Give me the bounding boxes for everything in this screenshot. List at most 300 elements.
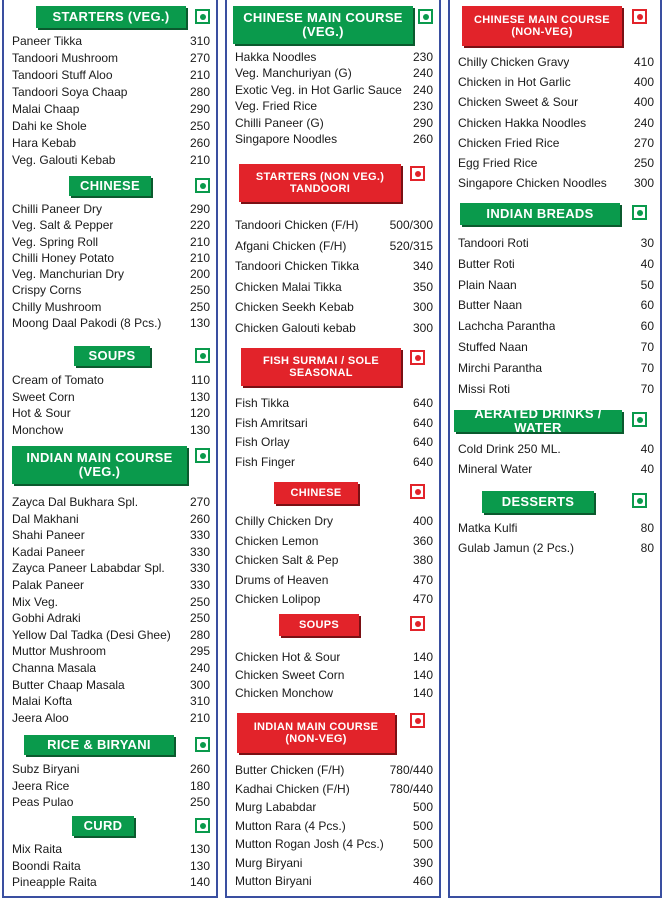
menu-item <box>235 83 433 99</box>
menu-item <box>458 55 654 75</box>
item-price: 470 <box>412 592 433 606</box>
menu-item <box>12 711 210 728</box>
item-name: Chilly Mushroom <box>12 299 102 314</box>
item-name: Hakka Noodles <box>235 50 317 64</box>
section-title: CURD <box>72 816 134 836</box>
item-price: 250 <box>189 594 210 609</box>
veg-symbol-icon <box>195 818 210 833</box>
menu-column-3 <box>448 0 662 898</box>
menu-item <box>235 874 433 893</box>
veg-symbol-icon <box>195 9 210 24</box>
item-price: 310 <box>189 694 210 709</box>
item-price: 300 <box>189 677 210 692</box>
veg-symbol-icon <box>195 737 210 752</box>
menu-item-list <box>458 442 654 481</box>
menu-item <box>235 99 433 115</box>
non-veg-symbol-icon <box>632 9 647 24</box>
menu-item <box>458 298 654 319</box>
non-veg-symbol-icon <box>410 350 425 365</box>
menu-item <box>458 257 654 278</box>
item-price: 220 <box>189 218 210 233</box>
veg-symbol-icon <box>632 493 647 508</box>
menu-item <box>235 50 433 66</box>
menu-item <box>12 283 210 299</box>
item-price: 300 <box>412 300 433 314</box>
item-price: 410 <box>633 55 654 69</box>
item-name: Paneer Tikka <box>12 34 83 48</box>
menu-item <box>458 75 654 95</box>
menu-item-list <box>235 218 433 341</box>
menu-item <box>12 875 210 892</box>
item-price: 240 <box>412 82 433 97</box>
item-price: 60 <box>640 319 654 334</box>
item-price: 80 <box>640 521 654 535</box>
menu-item <box>12 545 210 562</box>
item-price: 40 <box>640 461 654 476</box>
item-price: 70 <box>640 339 654 354</box>
non-veg-symbol-icon <box>410 713 425 728</box>
menu-item <box>458 95 654 115</box>
item-price: 250 <box>189 611 210 626</box>
item-price: 330 <box>189 544 210 559</box>
item-name: Tandoori Stuff Aloo <box>12 68 113 82</box>
menu-item <box>12 153 210 170</box>
item-price: 290 <box>189 202 210 216</box>
item-name: Butter Chicken (F/H) <box>235 763 345 777</box>
item-name: Mutton Rogan Josh (4 Pcs.) <box>235 837 384 851</box>
item-name: Channa Masala <box>12 660 97 675</box>
item-price: 210 <box>189 250 210 265</box>
menu-item <box>12 644 210 661</box>
item-price: 500/300 <box>389 218 433 232</box>
item-name: Exotic Veg. in Hot Garlic Sauce <box>235 82 402 97</box>
item-price: 470 <box>412 572 433 587</box>
section-title: SOUPS <box>74 346 150 366</box>
menu-item <box>12 300 210 316</box>
section-title: AERATED DRINKS / WATER <box>454 410 622 432</box>
menu-item <box>12 595 210 612</box>
item-price: 250 <box>633 155 654 170</box>
item-name: Zayca Paneer Lababdar Spl. <box>12 561 165 576</box>
menu-item <box>458 462 654 482</box>
item-price: 280 <box>189 627 210 642</box>
item-name: Singapore Noodles <box>235 131 338 146</box>
item-name: Sweet Corn <box>12 389 75 404</box>
menu-item <box>235 218 433 239</box>
menu-item <box>235 300 433 321</box>
item-price: 230 <box>412 99 433 114</box>
item-price: 260 <box>412 131 433 146</box>
menu-item <box>12 406 210 423</box>
item-name: Malai Kofta <box>12 694 73 709</box>
item-name: Jeera Aloo <box>12 710 69 725</box>
menu-item <box>458 541 654 561</box>
item-price: 390 <box>412 855 433 870</box>
item-name: Chicken Malai Tikka <box>235 279 342 294</box>
non-veg-symbol-icon <box>410 166 425 181</box>
menu-item <box>458 361 654 382</box>
menu-item <box>12 611 210 628</box>
item-name: Pineapple Raita <box>12 875 97 889</box>
menu-item <box>12 495 210 512</box>
item-price: 500 <box>412 818 433 833</box>
menu-item <box>12 628 210 645</box>
item-price: 270 <box>189 495 210 509</box>
item-price: 250 <box>189 119 210 133</box>
item-price: 80 <box>640 541 654 555</box>
item-name: Fish Orlay <box>235 435 290 449</box>
item-name: Chicken Galouti kebab <box>235 320 356 335</box>
item-name: Tandoori Chicken (F/H) <box>235 218 359 232</box>
section-title: DESSERTS <box>482 491 594 513</box>
menu-item <box>12 694 210 711</box>
item-name: Stuffed Naan <box>458 339 528 354</box>
item-price: 350 <box>412 279 433 294</box>
item-price: 210 <box>189 153 210 167</box>
item-name: Fish Finger <box>235 454 296 469</box>
section-title: CHINESE <box>274 482 358 504</box>
menu-item-list <box>12 373 210 439</box>
menu-item <box>235 668 433 686</box>
menu-item <box>235 455 433 475</box>
section-title: CHINESE MAIN COURSE (NON-VEG) <box>462 6 622 46</box>
item-price: 400 <box>633 95 654 110</box>
menu-item <box>12 85 210 102</box>
item-price: 460 <box>412 874 433 888</box>
item-name: Crispy Corns <box>12 283 82 298</box>
item-name: Mix Raita <box>12 842 63 856</box>
section-title: STARTERS (NON VEG.) TANDOORI <box>239 164 401 202</box>
item-name: Chicken in Hot Garlic <box>458 75 571 90</box>
item-name: Butter Naan <box>458 298 523 313</box>
veg-symbol-icon <box>195 178 210 193</box>
item-price: 40 <box>640 442 654 456</box>
item-price: 210 <box>189 68 210 82</box>
item-name: Plain Naan <box>458 277 517 292</box>
menu-item <box>12 68 210 85</box>
menu-item <box>235 837 433 856</box>
item-name: Veg. Manchurian Dry <box>12 267 125 282</box>
menu-item <box>458 442 654 462</box>
item-price: 240 <box>412 66 433 81</box>
menu-item <box>12 218 210 234</box>
item-name: Chicken Monchow <box>235 685 334 700</box>
item-name: Fish Amritsari <box>235 415 308 430</box>
menu-item-list <box>458 521 654 561</box>
item-price: 260 <box>189 136 210 150</box>
item-name: Chicken Lemon <box>235 533 319 548</box>
menu-item <box>235 763 433 782</box>
menu-item <box>12 136 210 153</box>
item-name: Veg. Fried Rice <box>235 99 318 114</box>
item-name: Cream of Tomato <box>12 373 104 387</box>
menu-item <box>12 34 210 51</box>
item-name: Tandoori Soya Chaap <box>12 85 128 99</box>
item-name: Chilli Paneer Dry <box>12 202 103 216</box>
item-name: Kadai Paneer <box>12 544 85 559</box>
section-title: CHINESE MAIN COURSE (VEG.) <box>233 6 413 44</box>
item-price: 70 <box>640 360 654 375</box>
menu-item <box>235 280 433 301</box>
menu-item-list <box>235 514 433 612</box>
veg-symbol-icon <box>195 448 210 463</box>
item-name: Chilli Paneer (G) <box>235 115 324 130</box>
item-name: Gulab Jamun (2 Pcs.) <box>458 541 575 555</box>
item-price: 240 <box>189 660 210 675</box>
item-price: 130 <box>189 316 210 331</box>
menu-item <box>458 116 654 136</box>
item-name: Chicken Lolipop <box>235 592 321 606</box>
item-name: Chicken Sweet Corn <box>235 667 345 682</box>
menu-item <box>458 236 654 257</box>
item-price: 360 <box>412 533 433 548</box>
menu-item <box>235 573 433 593</box>
item-price: 130 <box>189 389 210 404</box>
menu-item-list <box>12 202 210 332</box>
item-price: 110 <box>190 373 210 387</box>
menu-item <box>235 132 433 148</box>
item-name: Jeera Rice <box>12 778 70 793</box>
item-price: 290 <box>189 102 210 116</box>
menu-item <box>235 686 433 704</box>
item-name: Kadhai Chicken (F/H) <box>235 781 350 796</box>
item-name: Mix Veg. <box>12 594 59 609</box>
menu-item <box>12 779 210 796</box>
menu-item <box>12 390 210 407</box>
veg-symbol-icon <box>195 348 210 363</box>
item-name: Mineral Water <box>458 461 533 476</box>
item-price: 640 <box>412 435 433 449</box>
section-title: CHINESE <box>69 176 151 196</box>
item-price: 230 <box>412 50 433 64</box>
menu-column-2 <box>225 0 441 898</box>
menu-item <box>458 278 654 299</box>
menu-item <box>235 514 433 534</box>
item-name: Chilly Chicken Dry <box>235 514 334 528</box>
menu-item <box>235 800 433 819</box>
item-name: Singapore Chicken Noodles <box>458 176 607 191</box>
item-price: 140 <box>412 667 433 682</box>
menu-item <box>12 512 210 529</box>
menu-item <box>12 528 210 545</box>
item-name: Tandoori Mushroom <box>12 51 119 65</box>
item-price: 200 <box>189 267 210 282</box>
menu-item <box>12 842 210 859</box>
item-name: Chicken Seekh Kebab <box>235 300 354 314</box>
item-name: Chilli Honey Potato <box>12 250 115 265</box>
section-title: FISH SURMAI / SOLE SEASONAL <box>241 348 401 386</box>
item-name: Muttor Mushroom <box>12 644 107 659</box>
item-price: 330 <box>189 577 210 592</box>
menu-item <box>12 373 210 390</box>
menu-item <box>458 319 654 340</box>
menu-item-list <box>235 763 433 893</box>
item-name: Subz Biryani <box>12 762 80 776</box>
item-name: Dahi ke Shole <box>12 119 87 133</box>
veg-symbol-icon <box>632 412 647 427</box>
item-name: Butter Roti <box>458 256 515 271</box>
menu-item <box>12 578 210 595</box>
item-name: Mutton Biryani <box>235 874 312 888</box>
item-name: Malai Chaap <box>12 102 80 116</box>
item-price: 330 <box>189 561 210 576</box>
item-price: 520/315 <box>389 238 433 253</box>
item-price: 400 <box>633 75 654 90</box>
item-price: 380 <box>412 553 433 567</box>
menu-item <box>12 102 210 119</box>
item-name: Peas Pulao <box>12 795 74 809</box>
item-price: 140 <box>412 650 433 664</box>
item-name: Tandoori Chicken Tikka <box>235 259 360 273</box>
veg-symbol-icon <box>418 9 433 24</box>
item-price: 270 <box>633 135 654 150</box>
item-name: Veg. Salt & Pepper <box>12 218 114 233</box>
item-name: Hara Kebab <box>12 136 77 150</box>
section-title: STARTERS (VEG.) <box>36 6 186 28</box>
item-price: 50 <box>640 277 654 292</box>
menu-item <box>12 795 210 812</box>
item-name: Tandoori Roti <box>458 236 529 250</box>
item-price: 210 <box>189 710 210 725</box>
menu-item-list <box>235 50 433 148</box>
item-name: Gobhi Adraki <box>12 611 81 626</box>
section-title: INDIAN BREADS <box>460 203 620 225</box>
item-name: Shahi Paneer <box>12 528 85 543</box>
item-price: 30 <box>640 236 654 250</box>
menu-item <box>458 521 654 541</box>
item-price: 260 <box>189 762 210 776</box>
menu-item <box>235 416 433 436</box>
menu-item <box>458 156 654 176</box>
item-price: 500 <box>412 800 433 814</box>
item-price: 250 <box>189 283 210 298</box>
menu-item <box>458 176 654 196</box>
section-title: RICE & BIRYANI <box>24 735 174 755</box>
menu-item <box>458 382 654 403</box>
item-price: 130 <box>189 422 210 437</box>
item-name: Monchow <box>12 422 64 437</box>
menu-item <box>12 51 210 68</box>
menu-item <box>235 782 433 801</box>
item-name: Hot & Sour <box>12 406 71 420</box>
section-title: INDIAN MAIN COURSE (VEG.) <box>12 446 187 484</box>
non-veg-symbol-icon <box>410 484 425 499</box>
menu-item-list <box>235 650 433 703</box>
item-name: Cold Drink 250 ML. <box>458 442 561 456</box>
menu-item <box>12 859 210 876</box>
item-name: Chicken Salt & Pep <box>235 553 339 567</box>
menu-item <box>235 553 433 573</box>
item-price: 270 <box>189 51 210 65</box>
menu-item <box>235 650 433 668</box>
item-name: Murg Biryani <box>235 855 303 870</box>
item-price: 780/440 <box>389 781 433 796</box>
item-name: Moong Daal Pakodi (8 Pcs.) <box>12 316 162 331</box>
item-name: Veg. Manchuriyan (G) <box>235 66 352 81</box>
menu-item <box>12 119 210 136</box>
menu-item <box>235 66 433 82</box>
menu-item-list <box>458 55 654 196</box>
item-price: 140 <box>189 875 210 889</box>
menu-item-list <box>458 236 654 402</box>
menu-item <box>235 435 433 455</box>
item-price: 70 <box>640 381 654 396</box>
item-price: 40 <box>640 256 654 271</box>
menu-item-list <box>235 396 433 474</box>
item-price: 340 <box>412 259 433 273</box>
item-price: 300 <box>412 320 433 335</box>
item-price: 640 <box>412 396 433 410</box>
item-price: 130 <box>189 858 210 873</box>
menu-item-list <box>12 842 210 892</box>
item-name: Lachcha Parantha <box>458 319 556 334</box>
menu-item <box>12 678 210 695</box>
item-name: Palak Paneer <box>12 577 85 592</box>
item-price: 240 <box>633 115 654 130</box>
menu-item <box>12 202 210 218</box>
menu-item <box>235 259 433 280</box>
menu-item <box>235 819 433 838</box>
veg-symbol-icon <box>632 205 647 220</box>
item-name: Boondi Raita <box>12 858 81 873</box>
item-name: Matka Kulfi <box>458 521 518 535</box>
item-price: 210 <box>189 234 210 249</box>
item-name: Dal Makhani <box>12 511 79 526</box>
item-price: 290 <box>412 115 433 130</box>
menu-item <box>235 856 433 875</box>
menu-column-1 <box>2 0 218 898</box>
menu-item <box>12 561 210 578</box>
item-name: Chicken Sweet & Sour <box>458 95 579 110</box>
item-price: 250 <box>189 299 210 314</box>
item-name: Zayca Dal Bukhara Spl. <box>12 495 139 509</box>
menu-item-list <box>12 762 210 812</box>
item-name: Afgani Chicken (F/H) <box>235 238 347 253</box>
menu-item <box>12 251 210 267</box>
item-price: 640 <box>412 454 433 469</box>
item-name: Drums of Heaven <box>235 572 329 587</box>
item-price: 130 <box>189 842 210 856</box>
item-price: 330 <box>189 528 210 543</box>
item-name: Egg Fried Rice <box>458 155 538 170</box>
item-price: 640 <box>412 415 433 430</box>
menu-item <box>235 534 433 554</box>
menu-item <box>458 136 654 156</box>
item-price: 60 <box>640 298 654 313</box>
item-name: Chilly Chicken Gravy <box>458 55 570 69</box>
item-name: Murg Lababdar <box>235 800 317 814</box>
item-name: Chicken Hakka Noodles <box>458 115 587 130</box>
menu-item <box>235 116 433 132</box>
item-name: Veg. Spring Roll <box>12 234 99 249</box>
item-name: Yellow Dal Tadka (Desi Ghee) <box>12 627 171 642</box>
item-name: Mutton Rara (4 Pcs.) <box>235 818 346 833</box>
menu-item <box>235 321 433 342</box>
item-name: Butter Chaap Masala <box>12 677 125 692</box>
menu-item-list <box>12 495 210 727</box>
menu-item <box>12 762 210 779</box>
item-price: 140 <box>412 685 433 700</box>
menu-item <box>12 316 210 332</box>
menu-item <box>12 267 210 283</box>
item-name: Chicken Hot & Sour <box>235 650 341 664</box>
item-name: Missi Roti <box>458 381 511 396</box>
menu-item-list <box>12 34 210 170</box>
item-price: 260 <box>189 511 210 526</box>
section-title: INDIAN MAIN COURSE (NON-VEG) <box>237 713 395 753</box>
item-name: Mirchi Parantha <box>458 360 543 375</box>
item-price: 500 <box>412 837 433 851</box>
